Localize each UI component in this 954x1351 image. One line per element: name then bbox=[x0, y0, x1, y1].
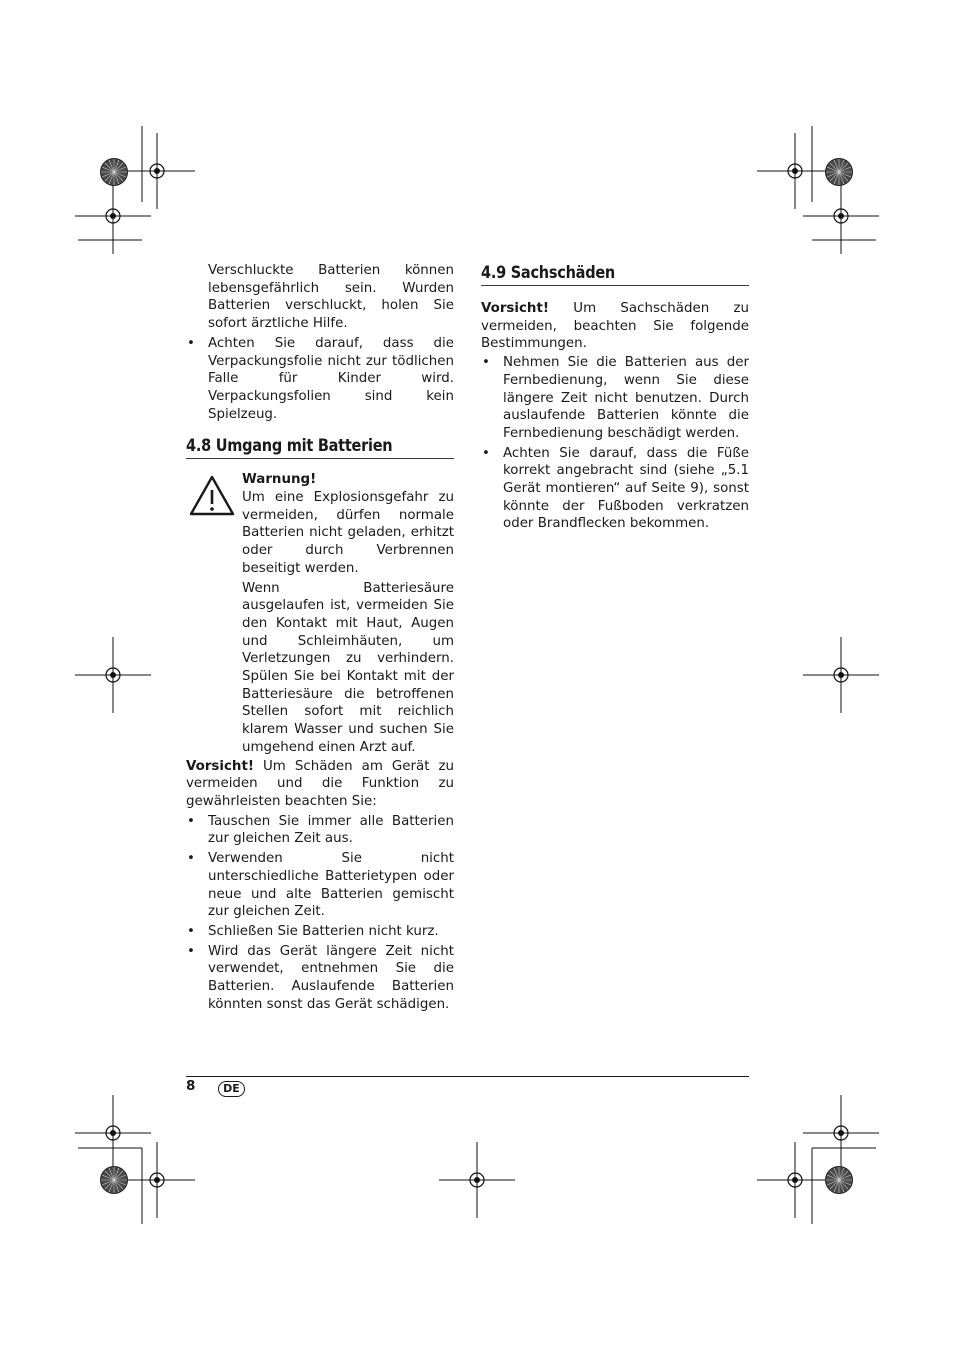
caution-text: Um Schäden am Gerät zu vermeiden und die Funktion zu gewährleisten beachten Sie: bbox=[186, 758, 454, 809]
list-item: • Achten Sie darauf, dass die Füße korrekt angebracht sind (siehe „5.1 Gerät montieren“ auf Seite 9), sonst könnte der Fußboden verkratzen oder Brandflecken bekommen. bbox=[503, 445, 749, 534]
left-column bbox=[186, 262, 454, 1015]
caution-paragraph bbox=[186, 758, 454, 811]
language-badge: DE bbox=[218, 1081, 245, 1097]
damage-bullet-list bbox=[481, 354, 749, 533]
caution-text: Um Sachschäden zu vermeiden, beachten Sie folgende Bestimmungen. bbox=[481, 301, 749, 352]
list-item: • Schließen Sie Batterien nicht kurz. bbox=[208, 923, 454, 941]
section-heading-4-8: 4.8 Umgang mit Batterien bbox=[186, 436, 393, 456]
warning-title: Warnung! bbox=[242, 472, 317, 488]
intro-bullet-list bbox=[186, 335, 454, 424]
page-number: 8 bbox=[186, 1078, 196, 1094]
list-item: • Verwenden Sie nicht unterschiedliche Batterietypen oder neue und alte Batterien gemischt zur gleichen Zeit. bbox=[208, 850, 454, 921]
intro-continuation: Verschluckte Batterien können lebensgefährlich sein. Wurden Batterien verschluckt, holen Sie sofort ärztliche Hilfe. bbox=[208, 263, 454, 332]
list-item: • Achten Sie darauf, dass die Verpackungsfolie nicht zur tödlichen Falle für Kinder wird. Verpackungsfolien sind kein Spielzeug. bbox=[208, 335, 454, 424]
list-item: • Tauschen Sie immer alle Batterien zur gleichen Zeit aus. bbox=[208, 813, 454, 848]
heading-divider bbox=[186, 458, 454, 459]
caution-paragraph bbox=[481, 300, 749, 353]
footer-divider bbox=[186, 1076, 749, 1077]
caution-label: Vorsicht! bbox=[186, 758, 254, 774]
warning-triangle-icon bbox=[188, 474, 236, 517]
right-column bbox=[481, 262, 749, 535]
heading-divider bbox=[481, 285, 749, 286]
warning-box bbox=[186, 471, 454, 756]
warning-paragraph-2: Wenn Batteriesäure ausgelaufen ist, vermeiden Sie den Kontakt mit Haut, Augen und Schleimhäuten, um Verletzungen zu verhindern. Spülen Sie bei Kontakt mit der Batteriesäure die betroffenen Stellen sofort mit reichlich klarem Wasser und suchen Sie umgehend einen Arzt auf. bbox=[242, 580, 454, 755]
list-item: • Wird das Gerät längere Zeit nicht verwendet, entnehmen Sie die Batterien. Auslaufende Batterien könnten sonst das Gerät schädigen. bbox=[208, 943, 454, 1014]
battery-bullet-list bbox=[186, 813, 454, 1014]
warning-paragraph-1: Um eine Explosionsgefahr zu vermeiden, dürfen normale Batterien nicht geladen, erhitzt oder durch Verbrennen beseitigt werden. bbox=[242, 490, 454, 576]
section-heading-4-9: 4.9 Sachschäden bbox=[481, 263, 615, 282]
caution-label: Vorsicht! bbox=[481, 301, 549, 316]
list-item: • Nehmen Sie die Batterien aus der Fernbedienung, wenn Sie diese längere Zeit nicht benutzen. Durch auslaufende Batterien könnte die Fernbedienung beschädigt werden. bbox=[503, 354, 749, 443]
